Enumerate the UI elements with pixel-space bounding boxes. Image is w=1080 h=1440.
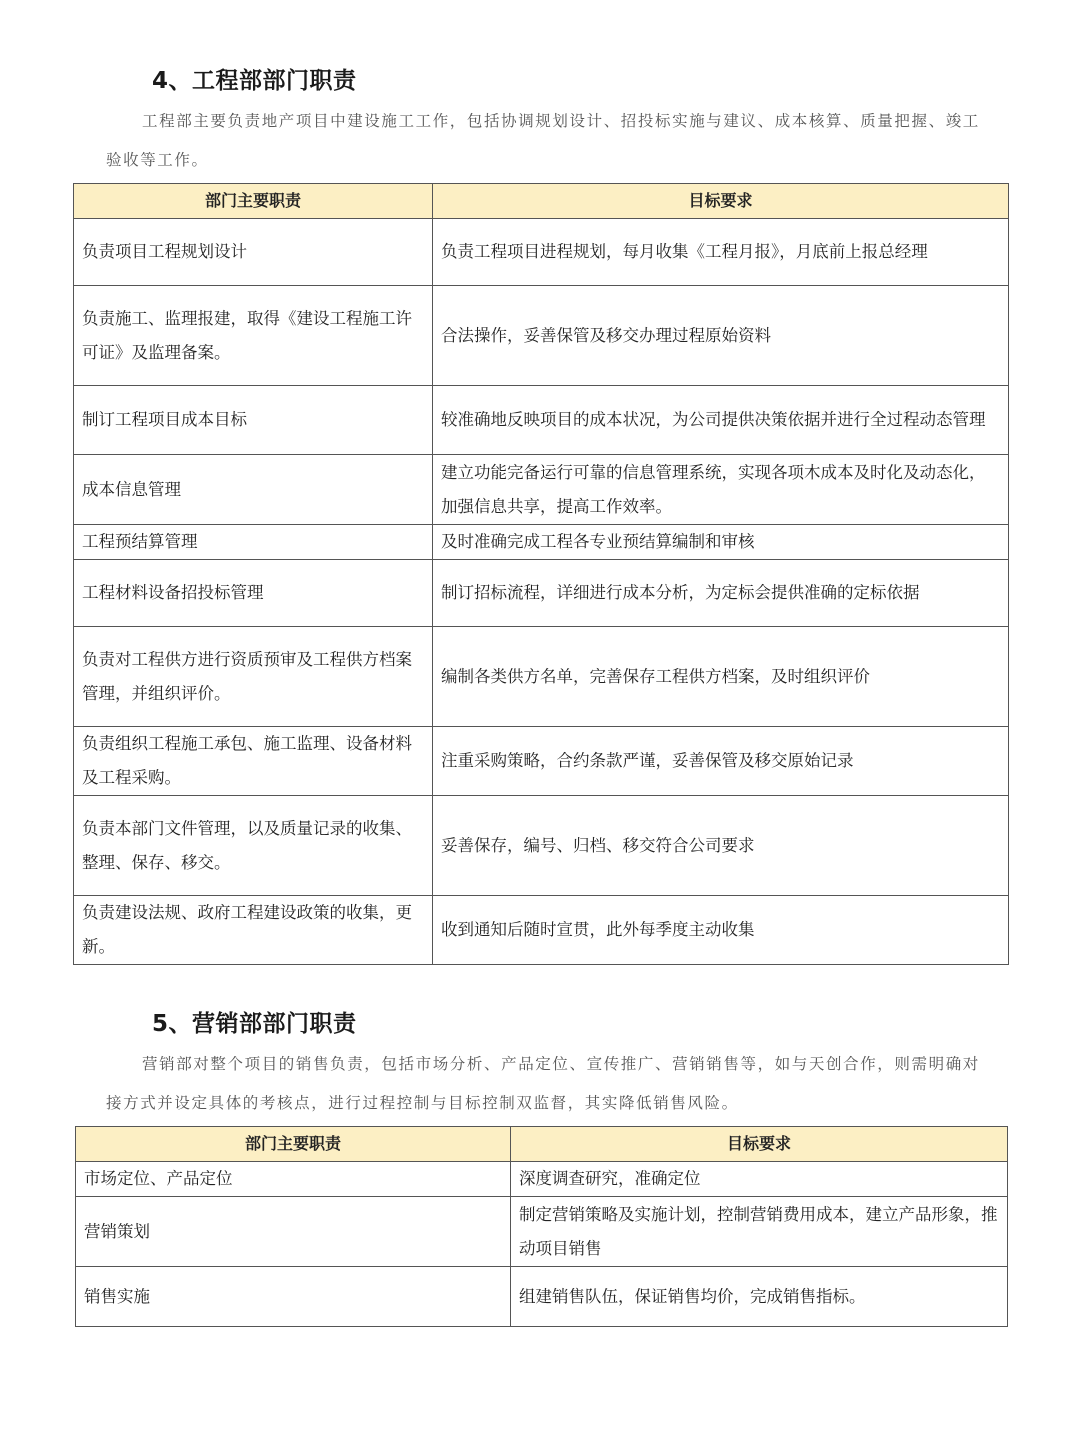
column-header-goal: 目标要求: [511, 1127, 1008, 1162]
table-row: [74, 796, 1009, 896]
section-5-intro: 营销部对整个项目的销售负责，包括市场分析、产品定位、宣传推广、营销销售等，如与天创合作，则需明确对接方式并设定具体的考核点，进行过程控制与目标控制双监督，其实降低销售风险。: [106, 1055, 980, 1112]
duty-cell: 成本信息管理: [74, 455, 433, 525]
table-row: [74, 386, 1009, 455]
goal-cell: 组建销售队伍，保证销售均价，完成销售指标。: [511, 1267, 1008, 1327]
column-header-duty: 部门主要职责: [76, 1127, 511, 1162]
goal-cell: 妥善保存，编号、归档、移交符合公司要求: [433, 796, 1009, 896]
table-row: [74, 219, 1009, 286]
table-row: [76, 1267, 1008, 1327]
goal-cell: 较准确地反映项目的成本状况，为公司提供决策依据并进行全过程动态管理: [433, 386, 1009, 455]
table-row: [76, 1197, 1008, 1267]
section-5-title: 5、营销部部门职责: [152, 1011, 357, 1037]
goal-cell: 负责工程项目进程规划，每月收集《工程月报》，月底前上报总经理: [433, 219, 1009, 286]
column-header-goal: 目标要求: [433, 184, 1009, 219]
table-row: [74, 896, 1009, 965]
goal-cell: 注重采购策略，合约条款严谨，妥善保管及移交原始记录: [433, 727, 1009, 796]
duty-cell: 负责建设法规、政府工程建设政策的收集，更新。: [74, 896, 433, 965]
duty-cell: 制订工程项目成本目标: [74, 386, 433, 455]
table-header-row: [76, 1127, 1008, 1162]
column-header-duty: 部门主要职责: [74, 184, 433, 219]
goal-cell: 编制各类供方名单，完善保存工程供方档案，及时组织评价: [433, 627, 1009, 727]
goal-cell: 收到通知后随时宣贯，此外每季度主动收集: [433, 896, 1009, 965]
table-row: [74, 627, 1009, 727]
table-row: [76, 1162, 1008, 1197]
table-row: [74, 560, 1009, 627]
table-row: [74, 727, 1009, 796]
duty-cell: 销售实施: [76, 1267, 511, 1327]
goal-cell: 建立功能完备运行可靠的信息管理系统，实现各项木成本及时化及动态化，加强信息共享，提高工作效率。: [433, 455, 1009, 525]
goal-cell: 制定营销策略及实施计划，控制营销费用成本，建立产品形象，推动项目销售: [511, 1197, 1008, 1267]
duty-cell: 负责本部门文件管理，以及质量记录的收集、整理、保存、移交。: [74, 796, 433, 896]
engineering-duties-table: [73, 183, 1009, 965]
duty-cell: 负责组织工程施工承包、施工监理、设备材料及工程采购。: [74, 727, 433, 796]
goal-cell: 合法操作，妥善保管及移交办理过程原始资料: [433, 286, 1009, 386]
duty-cell: 工程材料设备招投标管理: [74, 560, 433, 627]
goal-cell: 制订招标流程，详细进行成本分析，为定标会提供准确的定标依据: [433, 560, 1009, 627]
section-4-title: 4、工程部部门职责: [152, 68, 357, 94]
duty-cell: 负责对工程供方进行资质预审及工程供方档案管理，并组织评价。: [74, 627, 433, 727]
table-header-row: [74, 184, 1009, 219]
table-row: [74, 286, 1009, 386]
goal-cell: 深度调查研究，准确定位: [511, 1162, 1008, 1197]
duty-cell: 负责项目工程规划设计: [74, 219, 433, 286]
goal-cell: 及时准确完成工程各专业预结算编制和审核: [433, 525, 1009, 560]
duty-cell: 营销策划: [76, 1197, 511, 1267]
duty-cell: 工程预结算管理: [74, 525, 433, 560]
marketing-duties-table: [75, 1126, 1008, 1327]
table-row: [74, 455, 1009, 525]
duty-cell: 市场定位、产品定位: [76, 1162, 511, 1197]
table-row: [74, 525, 1009, 560]
section-4-intro: 工程部主要负责地产项目中建设施工工作，包括协调规划设计、招投标实施与建议、成本核算、质量把握、竣工验收等工作。: [106, 112, 980, 169]
duty-cell: 负责施工、监理报建，取得《建设工程施工许可证》及监理备案。: [74, 286, 433, 386]
